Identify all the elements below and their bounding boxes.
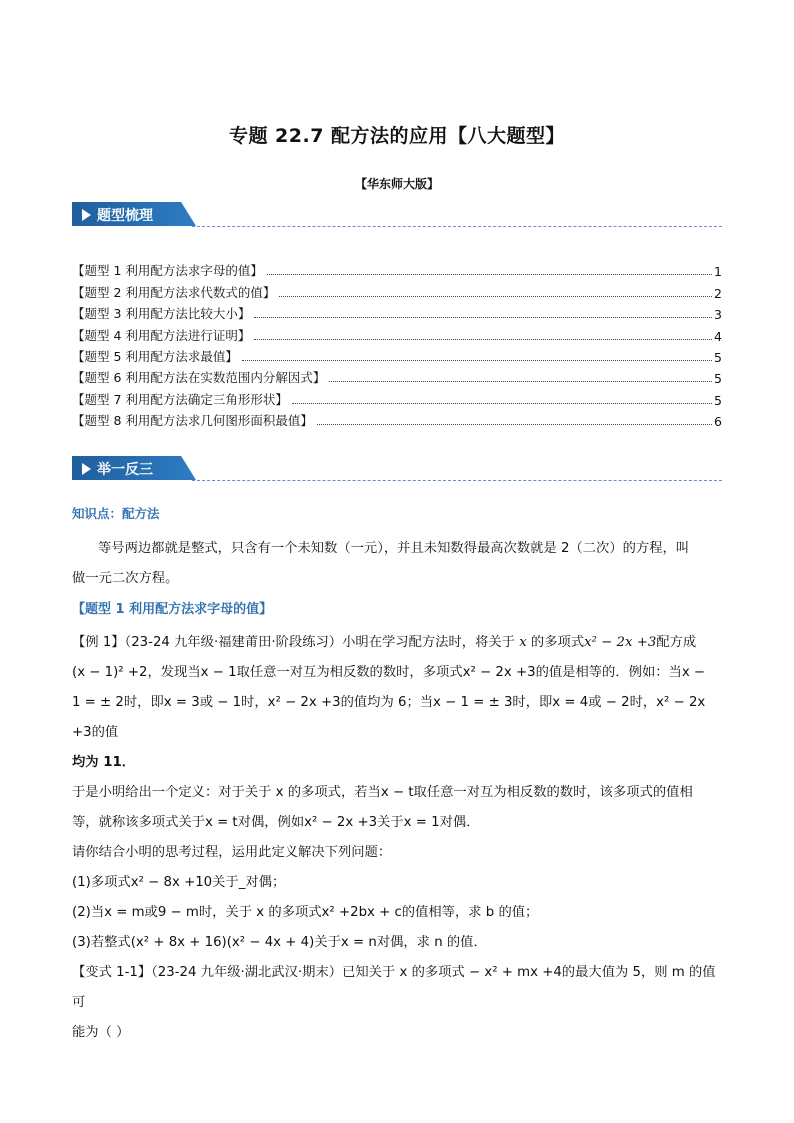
toc-item[interactable]: 【题型 1 利用配方法求字母的值】 1 bbox=[72, 263, 722, 280]
toc-item[interactable]: 【题型 5 利用配方法求最值】 5 bbox=[72, 348, 722, 365]
toc-item[interactable]: 【题型 8 利用配方法求几何图形面积最值】 6 bbox=[72, 413, 722, 430]
toc-page-number: 5 bbox=[714, 392, 722, 408]
toc-page-number: 5 bbox=[714, 349, 722, 365]
play-triangle-icon bbox=[82, 209, 91, 221]
toc-page-number: 5 bbox=[714, 371, 722, 387]
section-header-toc bbox=[72, 202, 722, 228]
example-1 bbox=[72, 628, 722, 1048]
toc-page-number: 3 bbox=[714, 307, 722, 323]
edition-subtitle: 【华东师大版】 bbox=[354, 177, 439, 191]
page-title: 专题 22.7 配方法的应用【八大题型】 bbox=[228, 125, 566, 147]
example-line: (x − 1)² +2，发现当x − 1取任意一对互为相反数的数时，多项式x² − 2x +3的值是相等的．例如：当x − bbox=[72, 665, 706, 680]
toc-page-number: 2 bbox=[714, 285, 722, 301]
definition-paragraph: 等号两边都就是整式，只含有一个未知数（一元），并且未知数得最高次数就是 2（二次）的方程，叫 做一元二次方程。 bbox=[72, 541, 690, 586]
toc-item[interactable]: 【题型 6 利用配方法在实数范围内分解因式】 5 bbox=[72, 370, 722, 387]
question-3: (3)若整式(x² + 8x + 16)(x² − 4x + 4)关于x = n对偶，求 n 的值． bbox=[72, 935, 487, 950]
section-header-examples bbox=[72, 456, 722, 482]
example-line: 请你结合小明的思考过程，运用此定义解决下列问题： bbox=[72, 845, 392, 860]
question-2: (2)当x = m或9 − m时，关于 x 的多项式x² +2bx + c的值相等，求 b 的值； bbox=[72, 905, 539, 920]
example-line: 1 = ± 2时，即x = 3或 − 1时，x² − 2x +3的值均为 6；当x − 1 = ± 3时，即x = 4或 − 2时，x² − 2x +3的值 bbox=[72, 695, 706, 740]
play-triangle-icon bbox=[82, 463, 91, 475]
question-1: (1)多项式x² − 8x +10关于_对偶； bbox=[72, 875, 286, 890]
knowledge-point-heading: 知识点：配方法 bbox=[72, 506, 160, 521]
example-line: 均为 11． bbox=[72, 755, 136, 770]
example-line: 【例 1】（23-24 九年级·福建莆田·阶段练习）小明在学习配方法时，将关于 x 的多项式x² − 2x +3配方成 bbox=[72, 635, 697, 650]
section-title-toc: 题型梳理 bbox=[97, 208, 153, 224]
section-divider bbox=[192, 226, 722, 227]
table-of-contents bbox=[72, 258, 722, 429]
section-divider bbox=[192, 480, 722, 481]
section-title-examples: 举一反三 bbox=[97, 462, 153, 478]
example-line: 于是小明给出一个定义：对于关于 x 的多项式，若当x − t取任意一对互为相反数的数时，该多项式的值相 bbox=[72, 785, 693, 800]
toc-item[interactable]: 【题型 7 利用配方法确定三角形形状】 5 bbox=[72, 391, 722, 408]
type1-heading: 【题型 1 利用配方法求字母的值】 bbox=[72, 602, 273, 617]
variant-1-1-cont: 能为（ ） bbox=[72, 1025, 130, 1040]
variant-1-1: 【变式 1-1】（23-24 九年级·湖北武汉·期末）已知关于 x 的多项式 − x² + mx +4的最大值为 5，则 m 的值可 bbox=[72, 965, 716, 1010]
toc-page-number: 4 bbox=[714, 328, 722, 344]
toc-item[interactable]: 【题型 2 利用配方法求代数式的值】 2 bbox=[72, 284, 722, 301]
toc-page-number: 1 bbox=[714, 264, 722, 280]
example-line: 等，就称该多项式关于x = t对偶，例如x² − 2x +3关于x = 1对偶． bbox=[72, 815, 480, 830]
toc-item[interactable]: 【题型 3 利用配方法比较大小】 3 bbox=[72, 306, 722, 323]
toc-page-number: 6 bbox=[714, 414, 722, 430]
toc-item[interactable]: 【题型 4 利用配方法进行证明】 4 bbox=[72, 327, 722, 344]
